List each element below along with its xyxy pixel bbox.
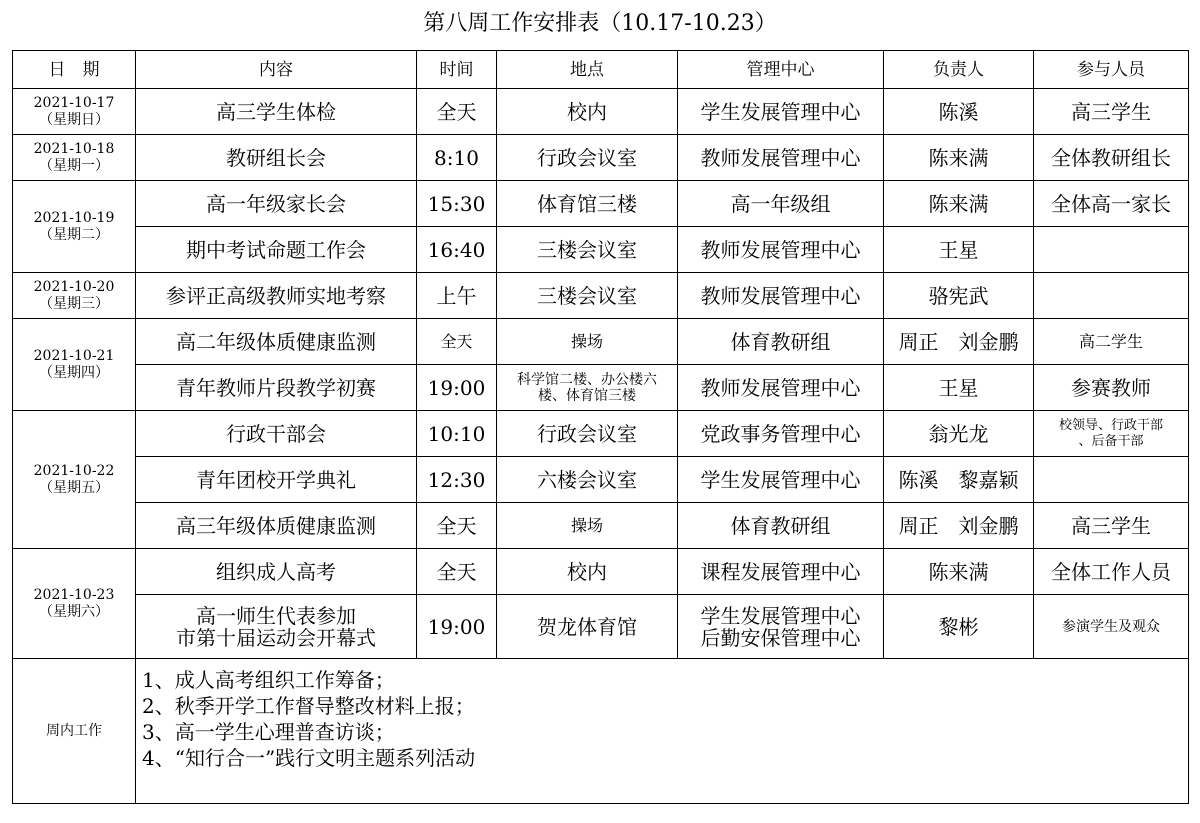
- header-content: 内容: [136, 51, 417, 89]
- center-cell: 党政事务管理中心: [678, 411, 884, 457]
- content-cell: 教研组长会: [136, 135, 417, 181]
- date-text: 2021-10-18: [33, 140, 115, 157]
- center-cell: 高一年级组: [678, 181, 884, 227]
- weekday-text: （星期三）: [39, 295, 109, 312]
- participants-cell: 参演学生及观众: [1034, 595, 1189, 659]
- participants-cell: 全体教研组长: [1034, 135, 1189, 181]
- date-cell: [13, 549, 136, 659]
- center-cell: 教师发展管理中心: [678, 365, 884, 411]
- content-cell: 高三学生体检: [136, 89, 417, 135]
- time-cell: 19:00: [417, 365, 497, 411]
- content-cell: [136, 595, 417, 659]
- weekday-text: （星期日）: [39, 111, 109, 128]
- weekly-row: [13, 659, 1189, 804]
- table-row: [13, 273, 1189, 319]
- content-cell: 参评正高级教师实地考察: [136, 273, 417, 319]
- participants-cell: 高三学生: [1034, 503, 1189, 549]
- center-cell: 体育教研组: [678, 319, 884, 365]
- header-participants: 参与人员: [1034, 51, 1189, 89]
- time-cell: 全天: [417, 549, 497, 595]
- time-cell: 上午: [417, 273, 497, 319]
- place-cell: 行政会议室: [497, 135, 678, 181]
- table-row: [13, 411, 1189, 457]
- table-row: [13, 595, 1189, 659]
- table-row: [13, 457, 1189, 503]
- header-row: [13, 51, 1189, 89]
- owner-cell: 骆宪武: [884, 273, 1034, 319]
- content-cell: 组织成人高考: [136, 549, 417, 595]
- table-row: [13, 319, 1189, 365]
- date-cell: [13, 135, 136, 181]
- content-line: 高一师生代表参加: [196, 603, 356, 628]
- center-cell: 体育教研组: [678, 503, 884, 549]
- owner-cell: 陈来满: [884, 549, 1034, 595]
- time-cell: 全天: [417, 503, 497, 549]
- content-cell: 行政干部会: [136, 411, 417, 457]
- content-line: 市第十届运动会开幕式: [176, 625, 376, 650]
- owner-cell: 王星: [884, 227, 1034, 273]
- place-cell: 校内: [497, 89, 678, 135]
- time-cell: 全天: [417, 319, 497, 365]
- center-cell: 课程发展管理中心: [678, 549, 884, 595]
- participants-cell: [1034, 273, 1189, 319]
- time-cell: 16:40: [417, 227, 497, 273]
- date-text: 2021-10-17: [33, 94, 115, 111]
- time-cell: 19:00: [417, 595, 497, 659]
- participants-cell: 高二学生: [1034, 319, 1189, 365]
- weekly-item: 4、“知行合一”践行文明主题系列活动: [142, 746, 476, 770]
- place-cell: 六楼会议室: [497, 457, 678, 503]
- place-line: 楼、体育馆三楼: [538, 387, 636, 404]
- participants-cell: [1034, 411, 1189, 457]
- place-cell: [497, 365, 678, 411]
- date-text: 2021-10-19: [33, 209, 115, 226]
- header-center: 管理中心: [678, 51, 884, 89]
- time-cell: 8:10: [417, 135, 497, 181]
- table-row: [13, 503, 1189, 549]
- center-line: 学生发展管理中心: [700, 603, 861, 628]
- center-cell: [678, 595, 884, 659]
- date-cell: [13, 89, 136, 135]
- content-cell: 高三年级体质健康监测: [136, 503, 417, 549]
- content-cell: 青年教师片段教学初赛: [136, 365, 417, 411]
- owner-cell: 王星: [884, 365, 1034, 411]
- participants-line: 校领导、行政干部: [1058, 417, 1163, 433]
- content-cell: 期中考试命题工作会: [136, 227, 417, 273]
- table-row: [13, 181, 1189, 227]
- place-cell: 贺龙体育馆: [497, 595, 678, 659]
- time-cell: 15:30: [417, 181, 497, 227]
- place-cell: 行政会议室: [497, 411, 678, 457]
- page-title: 第八周工作安排表（10.17-10.23）: [423, 11, 777, 36]
- center-line: 后勤安保管理中心: [700, 625, 861, 650]
- date-text: 2021-10-20: [33, 278, 115, 295]
- table-row: [13, 549, 1189, 595]
- place-line: 科学馆二楼、办公楼六: [517, 371, 657, 388]
- header-date: 日 期: [13, 51, 136, 89]
- weekday-text: （星期五）: [39, 479, 109, 496]
- weekday-text: （星期六）: [39, 603, 109, 620]
- place-cell: 三楼会议室: [497, 227, 678, 273]
- weekday-text: （星期一）: [39, 157, 109, 174]
- owner-cell: 翁光龙: [884, 411, 1034, 457]
- header-time: 时间: [417, 51, 497, 89]
- participants-cell: 全体工作人员: [1034, 549, 1189, 595]
- center-cell: 教师发展管理中心: [678, 135, 884, 181]
- center-cell: 教师发展管理中心: [678, 227, 884, 273]
- schedule-table: [12, 50, 1189, 804]
- date-text: 2021-10-23: [33, 586, 115, 603]
- table-row: [13, 365, 1189, 411]
- owner-cell: 周正 刘金鹏: [884, 319, 1034, 365]
- place-cell: 操场: [497, 319, 678, 365]
- owner-cell: 陈来满: [884, 135, 1034, 181]
- owner-cell: 黎彬: [884, 595, 1034, 659]
- participants-cell: 全体高一家长: [1034, 181, 1189, 227]
- weekday-text: （星期四）: [39, 364, 109, 381]
- center-cell: 教师发展管理中心: [678, 273, 884, 319]
- owner-cell: 陈溪: [884, 89, 1034, 135]
- owner-cell: 陈来满: [884, 181, 1034, 227]
- time-cell: 全天: [417, 89, 497, 135]
- content-cell: 青年团校开学典礼: [136, 457, 417, 503]
- place-cell: 三楼会议室: [497, 273, 678, 319]
- center-cell: 学生发展管理中心: [678, 457, 884, 503]
- weekly-item: 3、高一学生心理普查访谈；: [142, 720, 395, 744]
- table-row: [13, 89, 1189, 135]
- table-row: [13, 135, 1189, 181]
- date-cell: [13, 181, 136, 273]
- content-cell: 高一年级家长会: [136, 181, 417, 227]
- center-cell: 学生发展管理中心: [678, 89, 884, 135]
- date-text: 2021-10-21: [33, 347, 115, 364]
- weekly-item: 2、秋季开学工作督导整改材料上报；: [142, 694, 475, 718]
- date-cell: [13, 319, 136, 411]
- time-cell: 12:30: [417, 457, 497, 503]
- table-row: [13, 227, 1189, 273]
- content-cell: 高二年级体质健康监测: [136, 319, 417, 365]
- weekday-text: （星期二）: [39, 226, 109, 243]
- place-cell: 操场: [497, 503, 678, 549]
- place-cell: 校内: [497, 549, 678, 595]
- participants-cell: 高三学生: [1034, 89, 1189, 135]
- weekly-item: 1、成人高考组织工作筹备；: [142, 668, 395, 692]
- participants-cell: [1034, 457, 1189, 503]
- participants-cell: 参赛教师: [1034, 365, 1189, 411]
- time-cell: 10:10: [417, 411, 497, 457]
- header-place: 地点: [497, 51, 678, 89]
- date-cell: [13, 273, 136, 319]
- weekly-label: 周内工作: [13, 659, 136, 804]
- owner-cell: 周正 刘金鹏: [884, 503, 1034, 549]
- weekly-notes: [136, 659, 1189, 804]
- date-text: 2021-10-22: [33, 462, 115, 479]
- participants-cell: [1034, 227, 1189, 273]
- participants-line: 、后备干部: [1078, 433, 1144, 449]
- place-cell: 体育馆三楼: [497, 181, 678, 227]
- owner-cell: 陈溪 黎嘉颖: [884, 457, 1034, 503]
- header-owner: 负责人: [884, 51, 1034, 89]
- date-cell: [13, 411, 136, 549]
